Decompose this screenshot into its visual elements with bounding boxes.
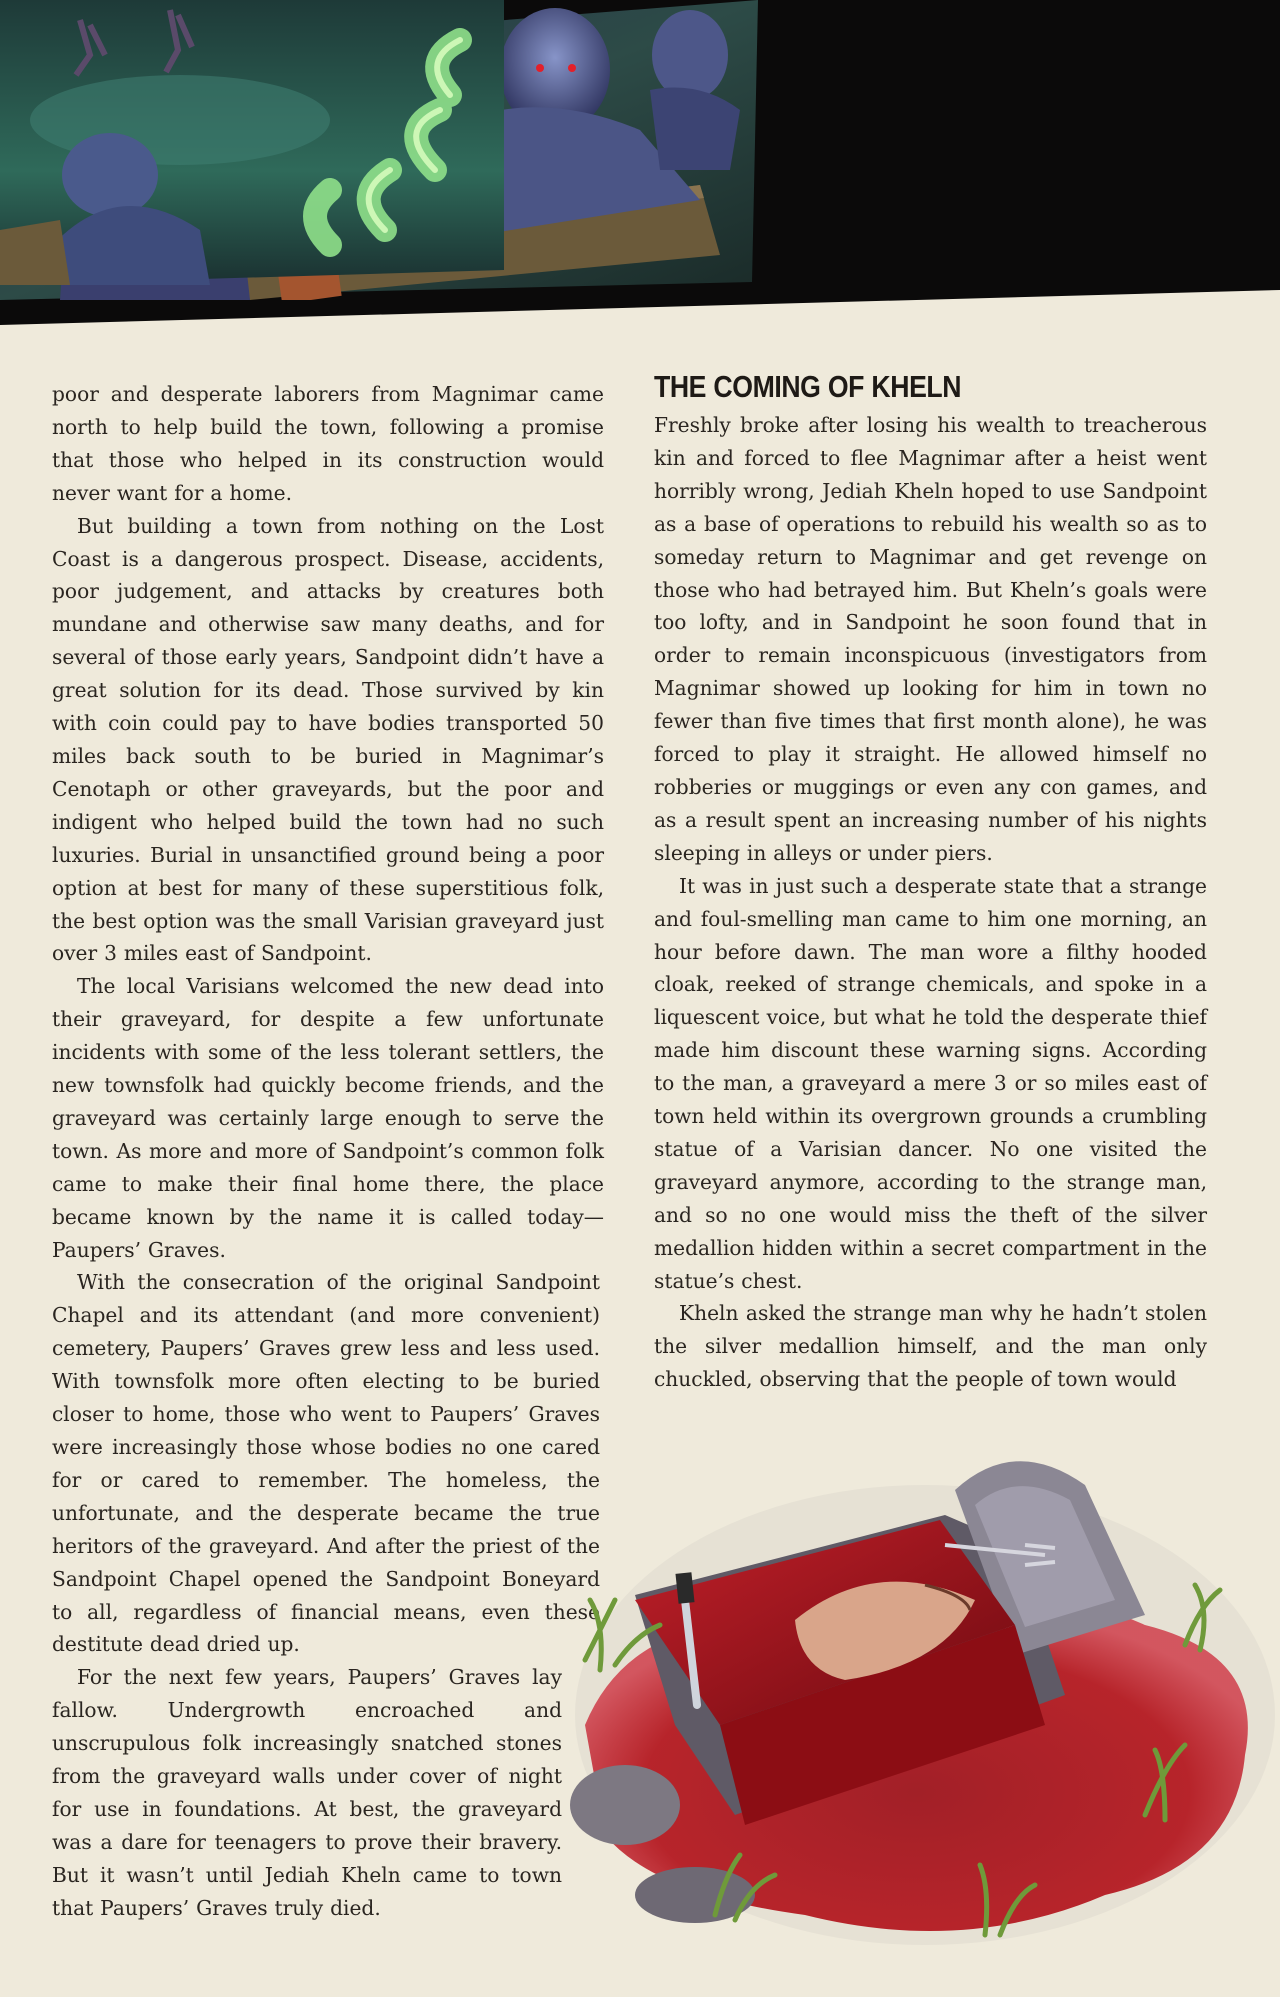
- top-banner: [0, 0, 1280, 325]
- right-text-column: [654, 367, 1207, 1396]
- swamp-ghoul-illustration: [0, 0, 504, 285]
- left-paragraph-4: With the consecration of the original Sandpoint Chapel and its attendant (and more convenient) cemetery, Paupers’ Graves grew less and less used. With townsfolk more often electing to be buried closer to home, those who went to Paupers’ Graves were increasingly those whose bodies no one cared for or cared to remember. The homeless, the unfortunate, and the desperate became the true heritors of the graveyard. And after the priest of the Sandpoint Chapel opened the Sandpoint Boneyard to all, regardless of financial means, even these destitute dead dried up.: [52, 1270, 600, 1657]
- bloody-coffin-illustration: [545, 1395, 1280, 1970]
- left-text-column: [52, 378, 604, 1925]
- left-paragraph-2: But building a town from nothing on the Lost Coast is a dangerous prospect. Disease, accidents, poor judgement, and attacks by creatures both mundane and otherwise saw many deaths, and for several of those early years, Sandpoint didn’t have a great solution for its dead. Those survived by kin with coin could pay to have bodies transported 50 miles back south to be buried in Magnimar’s Cenotaph or other graveyards, but the poor and indigent who helped build the town had no such luxuries. Burial in unsanctified ground being a poor option at best for many of these superstitious folk, the best option was the small Varisian graveyard just over 3 miles east of Sandpoint.: [52, 513, 604, 966]
- right-paragraph-2: It was in just such a desperate state that a strange and foul-smelling man came to him one morning, an hour before dawn. The man wore a filthy hooded cloak, reeked of strange chemicals, and spoke in a liquescent voice, but what he told the desperate thief made him discount these warning signs. According to the man, a graveyard a mere 3 or so miles east of town held within its overgrown grounds a crumbling statue of a Varisian dancer. No one visited the graveyard anymore, according to the strange man, and so no one would miss the theft of the silver medallion hidden within a secret compartment in the statue’s chest.: [654, 873, 1207, 1293]
- section-heading: THE COMING OF KHELN: [654, 369, 962, 404]
- left-paragraph-1: poor and desperate laborers from Magnimar came north to help build the town, following a promise that those who helped in its construction would never want for a home.: [52, 382, 604, 505]
- left-paragraph-5: For the next few years, Paupers’ Graves lay fallow. Undergrowth encroached and unscrupulous folk increasingly snatched stones from the graveyard walls under cover of night for use in foundations. At best, the graveyard was a dare for teenagers to prove their bravery. But it wasn’t until Jediah Kheln came to town that Paupers’ Graves truly died.: [52, 1665, 562, 1920]
- right-paragraph-3: Kheln asked the strange man why he hadn’t stolen the silver medallion himself, and the man only chuckled, observing that the people of town would: [654, 1301, 1207, 1392]
- right-paragraph-1: Freshly broke after losing his wealth to treacherous kin and forced to flee Magnimar after a heist went horribly wrong, Jediah Kheln hoped to use Sandpoint as a base of operations to rebuild his wealth so as to someday return to Magnimar and get revenge on those who had betrayed him. But Kheln’s goals were too lofty, and in Sandpoint he soon found that in order to remain inconspicuous (investigators from Magnimar showed up looking for him in town no fewer than five times that first month alone), he was forced to play it straight. He allowed himself no robberies or muggings or even any con games, and as a result spent an increasing number of his nights sleeping in alleys or under piers.: [654, 413, 1207, 865]
- left-paragraph-3: The local Varisians welcomed the new dead into their graveyard, for despite a few unfortunate incidents with some of the less tolerant settlers, the new townsfolk had quickly become friends, and the graveyard was certainly large enough to serve the town. As more and more of Sandpoint’s common folk came to make their final home there, the place became known by the name it is called today—Paupers’ Graves.: [52, 974, 604, 1262]
